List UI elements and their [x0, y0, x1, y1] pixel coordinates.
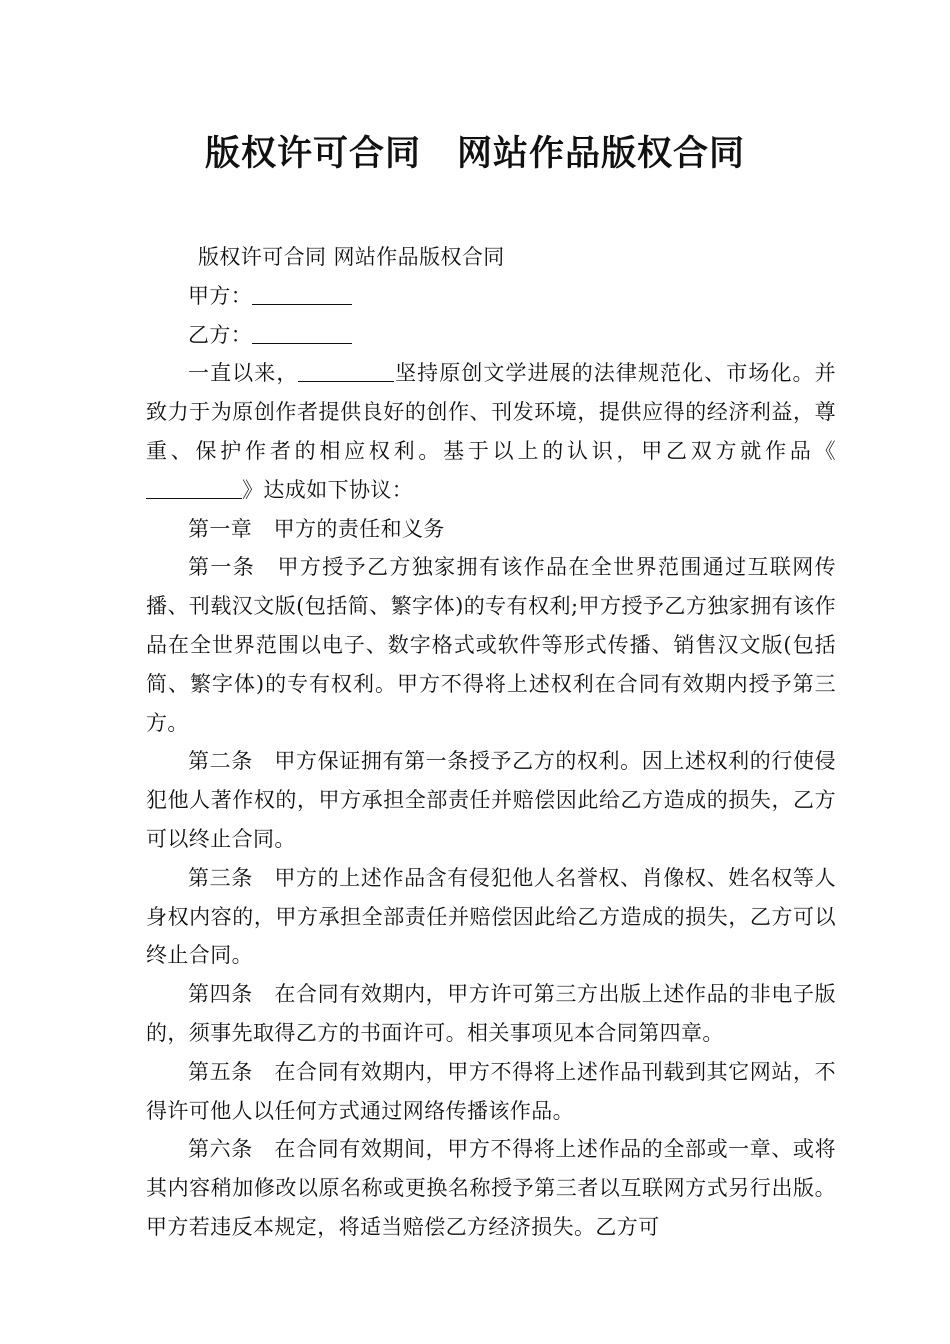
article-paragraph: 第五条 在合同有效期内，甲方不得将上述作品刊载到其它网站，不得许可他人以任何方式通过网络传播该作品。	[146, 1059, 836, 1123]
document-subtitle: 版权许可合同 网站作品版权合同	[198, 245, 505, 269]
intro-paragraph	[146, 354, 836, 509]
article-paragraph: 第三条 甲方的上述作品含有侵犯他人名誉权、肖像权、姓名权等人身权内容的，甲方承担全部责任并赔偿因此给乙方造成的损失，乙方可以终止合同。	[146, 865, 836, 968]
party-a-label: 甲方：	[188, 283, 253, 308]
intro-name-blank	[298, 359, 394, 382]
article-paragraph: 第四条 在合同有效期内，甲方许可第三方出版上述作品的非电子版的，须事先取得乙方的书面许可。相关事项见本合同第四章。	[146, 982, 836, 1045]
party-b-blank	[252, 321, 352, 344]
document-body	[146, 238, 836, 1247]
intro-text-3: 》达成如下协议：	[242, 477, 414, 502]
article-paragraph: 第六条 在合同有效期间，甲方不得将上述作品的全部或一章、或将其内容稍加修改以原名称或更换名称授予第三者以互联网方式另行出版。甲方若违反本规定，将适当赔偿乙方经济损失。乙方可	[146, 1137, 836, 1239]
article-paragraph: 第一条 甲方授予乙方独家拥有该作品在全世界范围通过互联网传播、刊载汉文版(包括简、繁字体)的专有权利;甲方授予乙方独家拥有该作品在全世界范围以电子、数字格式或软件等形式传播、销售汉文版(包括简、繁字体)的专有权利。甲方不得将上述权利在合同有效期内授予第三方。	[146, 555, 836, 735]
party-b-line	[146, 316, 836, 355]
article-paragraph: 第二条 甲方保证拥有第一条授予乙方的权利。因上述权利的行使侵犯他人著作权的，甲方承担全部责任并赔偿因此给乙方造成的损失，乙方可以终止合同。	[146, 749, 836, 851]
party-b-label: 乙方：	[188, 322, 253, 347]
intro-text-2: 坚持原创文学进展的法律规范化、市场化。并致力于为原创作者提供良好的创作、刊发环境，提供应得的经济利益，尊重、保护作者的相应权利。基于以上的认识，甲乙双方就作品《	[146, 361, 837, 463]
chapter-heading: 第一章 甲方的责任和义务	[188, 516, 445, 541]
party-a-line	[146, 277, 836, 316]
party-a-blank	[252, 282, 352, 305]
document-title: 版权许可合同 网站作品版权合同	[204, 134, 745, 174]
intro-text-1: 一直以来，	[188, 361, 299, 386]
work-title-blank	[146, 476, 242, 499]
